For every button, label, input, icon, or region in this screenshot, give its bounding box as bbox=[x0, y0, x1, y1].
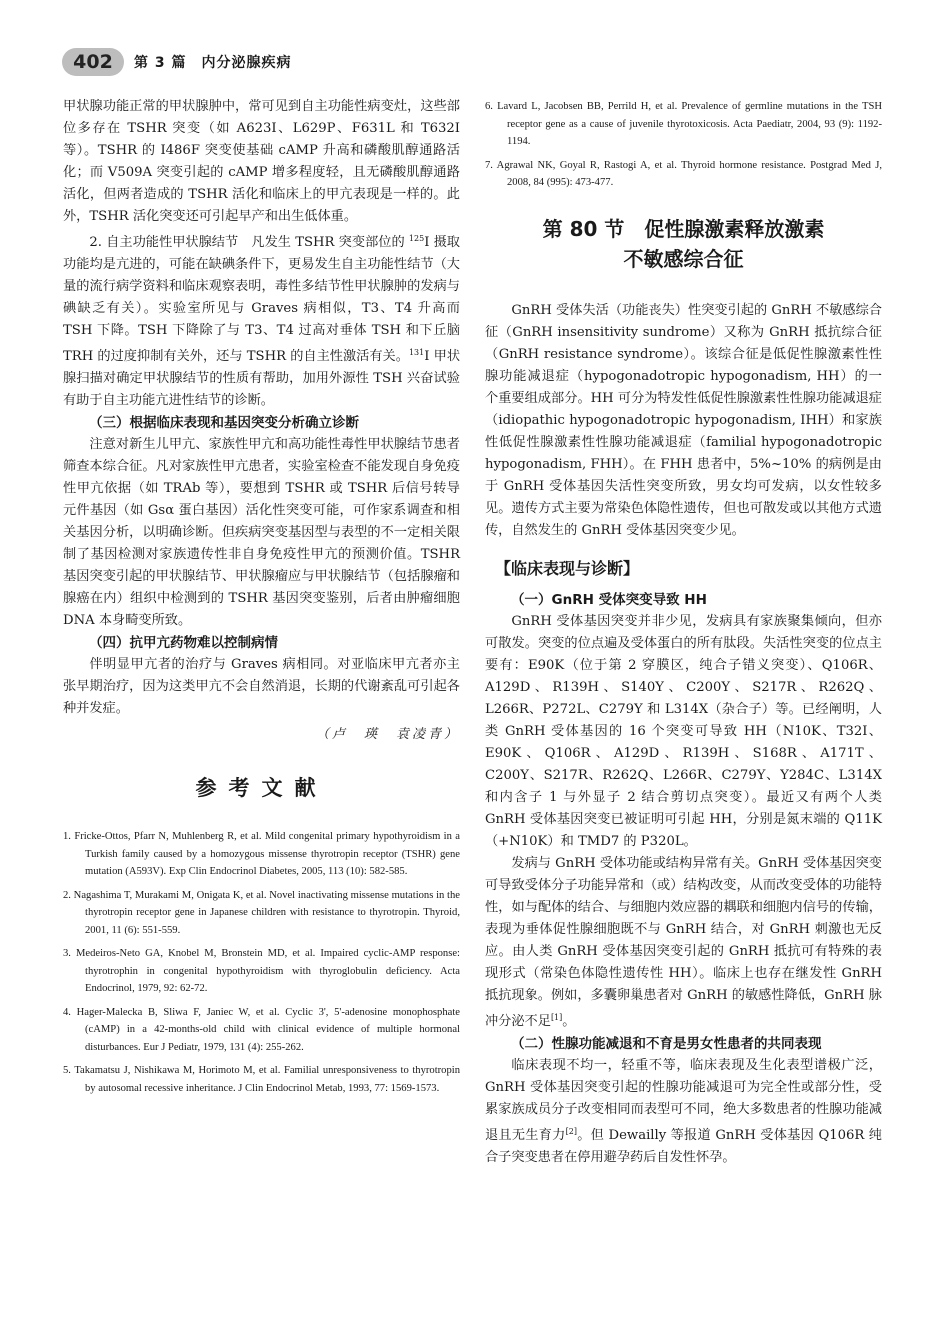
text: 临床表现不均一，轻重不等，临床表现及生化表型谱极广泛，GnRH 受体基因突变引起的性腺功能减退可为完全性或部分性，受累家族成员分子改变相同而表型可不同，绝大多数患者的性腺功能减退且无生育力 bbox=[485, 1057, 882, 1143]
citation: [1] bbox=[550, 1012, 563, 1022]
superscript: 131 bbox=[408, 348, 425, 357]
text: 。 bbox=[562, 1013, 576, 1029]
section-banner: 【临床表现与诊断】 bbox=[495, 558, 640, 578]
reference-item: 1. Fricke-Ottos, Pfarr N, Muhlenberg R, et al. Mild congenital primary hypothyroidism in a Turkish family caused by a homozygous missense thyrotropin receptor (TSHR) gene mutation (A593V). Exp Clin Endocrinol Diabetes, 2005, 113 (10): 582-585. bbox=[63, 831, 460, 877]
subheading: （四）抗甲亢药物难以控制病情 bbox=[89, 635, 278, 651]
paragraph: 注意对新生儿甲亢、家族性甲亢和高功能性毒性甲状腺结节患者筛查本综合征。凡对家族性甲亢患者，实验室检查不能发现自身免疫性甲亢依据（如 TRAb 等），要想到 TSHR 或 TSHR 后信号转导元件基因（如 Gsα 蛋白基因）活化性突变可能，可作家系调查和相关基因分析，以明确诊断。但疾病突变基因型与表型的不一定相关限制了基因检测对家族遗传性非自身免疫性甲亢的预测价值。TSHR 基因突变引起的甲状腺结节、甲状腺瘤应与甲状腺结节（包括腺瘤和腺癌在内）组织中检测到的 TSHR 基因突变鉴别，后者由肿瘤细胞 DNA 本身畸变所致。 bbox=[63, 437, 460, 628]
left-column bbox=[63, 96, 460, 1103]
reference-item: 5. Takamatsu J, Nishikawa M, Horimoto M, et al. Familial unresponsiveness to thyrotropin by autosomal recessive inheritance. J Clin Endocrinol Metab, 1993, 77: 1569-1573. bbox=[63, 1065, 460, 1094]
paragraph: GnRH 受体失活（功能丧失）性突变引起的 GnRH 不敏感综合征（GnRH insensitivity sundrome）又称为 GnRH 抵抗综合征（GnRH resistance syndrome）。该综合征是低促性腺激素性性腺功能减退症（hypogonadotropic hypogonadism, HH）的一个重要组成部分。HH 可分为特发性低促性腺激素性性腺功能减退症（idiopathic hypogonadotropic hypogonadism, IHH）和家族性低促性腺激素性性腺功能减退症（familial hypogonadotropic hypogonadism, FHH）。在 FHH 患者中，5%~10% 的病例是由于 GnRH 受体基因失活性突变所致，男女均可发病，以女性较多见。遗传方式主要为常染色体隐性遗传，但也可散发或以其他方式遗传，自然发生的 GnRH 受体基因突变少见。 bbox=[485, 302, 882, 538]
reference-item: 6. Lavard L, Jacobsen BB, Perrild H, et al. Prevalence of germline mutations in the TSH receptor gene as a cause of juvenile thyrotoxicosis. Acta Paediatr, 2004, 93 (9): 1192-1194. bbox=[485, 101, 882, 147]
reference-item: 3. Medeiros-Neto GA, Knobel M, Bronstein MD, et al. Impaired cyclic-AMP response: thyrotrophin in congenital hypothyroidism with thyroglobulin deficiency. Acta Endocrinol, 1979, 92: 62-72. bbox=[63, 948, 460, 994]
author-signature: （卢 瑛 袁凌青） bbox=[315, 727, 460, 742]
paragraph: GnRH 受体基因突变并非少见，发病具有家族聚集倾向，但亦可散发。突变的位点遍及受体蛋白的所有肽段。失活性突变的位点主要有：E90K（位于第 2 穿膜区，纯合子错义突变）、Q106R、A129D、R139H、S140Y、C200Y、S217R、R262Q、L266R、P272L、C279Y 和 L314X（杂合子）等。已经阐明，人类 GnRH 受体基因的 16 个突变可导致 HH（N10K、T32I、E90K、Q106R、A129D、R139H、S168R、A171T、C200Y、S217R、R262Q、L266R、C279Y、Y284C、L314X 和内含子 1 与外显子 2 结合剪切点突变）。最近又有两个人类 GnRH 受体基因突变已被证明可引起 HH，分别是氮末端的 Q11K（+N10K）和 TMD7 的 P320L。 bbox=[485, 613, 882, 849]
text: I 摄取功能均是亢进的，可能在缺碘条件下，更易发生自主功能性结节（大量的流行病学资料和临床观察表明，毒性多结节性甲状腺肿的发病与碘缺乏有关）。实验室所见与 Graves 病相似，T3、T4 升高而 TSH 下降。TSH 下降除了与 T3、T4 过高对垂体 TSH 和下丘脑 TRH 的过度抑制有关外，还与 TSHR 的自主性激活有关。 bbox=[63, 235, 460, 364]
right-column bbox=[485, 98, 882, 1169]
reference-item: 4. Hager-Malecka B, Sliwa F, Janiec W, et al. Cyclic 3', 5'-adenosine monophosphate (cAMP) in a 42-months-old child with clinical evidence of multiple hormonal disturbances. Eur J Pediatr, 1979, 131 (4): 255-262. bbox=[63, 1006, 460, 1053]
paragraph: 甲状腺功能正常的甲状腺肿中，常可见到自主功能性病变灶，这些部位多存在 TSHR 突变（如 A623I、L629P、F631L 和 T632I 等）。TSHR 的 I486F 突变使基础 cAMP 升高和磷酸肌醇通路活化；而 V509A 突变引起的 cAMP 增多程度轻，且无磷酸肌醇通路活化，但两者造成的 TSHR 活化和临床上的甲亢表现是一样的。此外，TSHR 活化突变还可引起早产和出生低体重。 bbox=[63, 99, 460, 224]
paragraph: 伴明显甲亢者的治疗与 Graves 病相同。对亚临床甲亢者亦主张早期治疗，因为这类甲亢不会自然消退，长期的代谢紊乱可引起各种并发症。 bbox=[63, 657, 460, 716]
page-number: 402 bbox=[62, 48, 124, 76]
page-header bbox=[62, 46, 902, 80]
superscript: 125 bbox=[408, 234, 425, 243]
references-title: 参考文献 bbox=[195, 775, 328, 800]
part-title: 第 3 篇 内分泌腺疾病 bbox=[134, 55, 292, 71]
subheading: （一）GnRH 受体突变导致 HH bbox=[511, 591, 707, 608]
reference-item: 2. Nagashima T, Murakami M, Onigata K, et al. Novel inactivating missense mutations in the thyrotropin receptor gene in Japanese children with resistance to thyrotropin. Thyroid, 2001, 11 (6): 551-559. bbox=[63, 889, 460, 936]
section-title bbox=[485, 214, 882, 274]
paragraph bbox=[63, 228, 460, 412]
paragraph bbox=[485, 853, 882, 1033]
text: 。但 Dewailly 等报道 GnRH 受体基因 Q106R 纯合子突变患者在停用避孕药后自发性怀孕。 bbox=[485, 1127, 882, 1165]
citation: [2] bbox=[565, 1126, 577, 1136]
section-title-line: 不敏感综合征 bbox=[623, 246, 744, 271]
text: 发病与 GnRH 受体功能或结构异常有关。GnRH 受体基因突变可导致受体分子功能异常和（或）结构改变，从而改变受体的功能特性，如与配体的结合、与细胞内效应器的耦联和细胞内信号的传输，表现为垂体促性腺细胞既不与 GnRH 结合，对 GnRH 刺激也无反应。由人类 GnRH 受体基因突变引起的 GnRH 抵抗可有特殊的表现形式（常染色体隐性遗传性 HH）。临床上也存在继发性 GnRH 抵抗现象。例如，多囊卵巢患者对 GnRH 的敏感性降低，GnRH 脉冲分泌不足 bbox=[485, 855, 882, 1029]
paragraph bbox=[485, 1055, 882, 1169]
text: I 甲状腺扫描对确定甲状腺结节的性质有帮助，加用外源性 TSH 兴奋试验有助于自主功能亢进性结节的诊断。 bbox=[63, 349, 461, 408]
text: 2. 自主功能性甲状腺结节 凡发生 TSHR 突变部位的 bbox=[89, 235, 409, 250]
subheading: （三）根据临床表现和基因突变分析确立诊断 bbox=[89, 415, 359, 431]
reference-item: 7. Agrawal NK, Goyal R, Rastogi A, et al. Thyroid hormone resistance. Postgrad Med J, 2008, 84 (995): 473-477. bbox=[485, 159, 882, 188]
subheading: （二）性腺功能减退和不育是男女性患者的共同表现 bbox=[511, 1035, 822, 1052]
section-title-line: 第 80 节 促性腺激素释放激素 bbox=[542, 216, 825, 241]
